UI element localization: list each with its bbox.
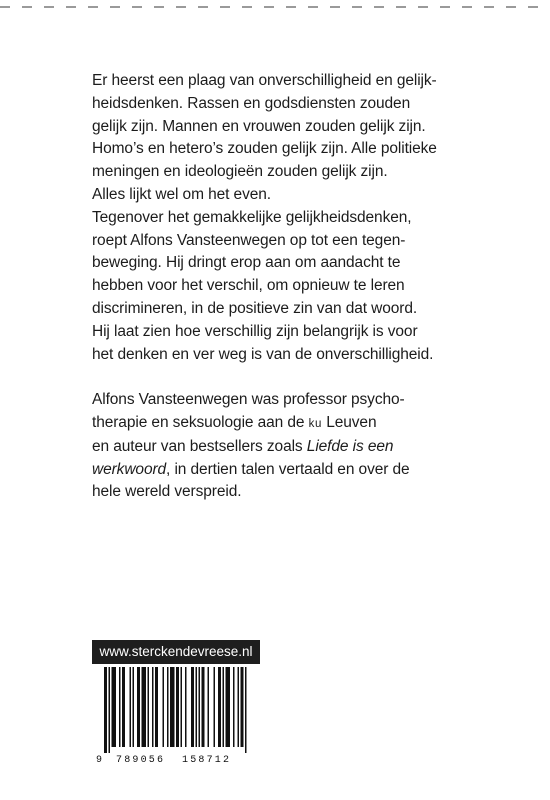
barcode-bar [167,667,169,747]
barcode-bar [104,667,107,753]
barcode-bar [202,667,205,747]
barcode-bar [199,667,201,747]
book-title: Liefde is een [306,437,394,455]
blurb-line: het denken en ver weg is van de onverschilligheid. [92,345,434,363]
barcode-bar [176,667,179,747]
bio-line: therapie en seksuologie aan de [92,413,309,431]
barcode-graphic [94,667,256,765]
blurb-line: beweging. Hij dringt erop aan om aandacht te [92,254,401,272]
blurb-paragraph [92,70,472,366]
blurb-line: Tegenover het gemakkelijke gelijkheidsdenken, [92,208,412,226]
barcode-bar [152,667,154,747]
barcode-bar [163,667,165,747]
bio-line: , in dertien talen vertaald en over de [166,460,410,478]
bio-line: hele wereld verspreid. [92,483,242,501]
blurb-line: roept Alfons Vansteenwegen op tot een tegen- [92,231,406,249]
author-bio [92,389,472,504]
barcode-bar [208,667,210,747]
barcode-bar [133,667,135,747]
blurb-line: gelijk zijn. Mannen en vrouwen zouden gelijk zijn. [92,117,426,135]
barcode-bar [241,667,244,747]
isbn-barcode [94,667,256,765]
barcode-bar [185,667,187,747]
barcode-bar [119,667,121,747]
blurb-line: Hij laat zien hoe verschillig zijn belangrijk is voor [92,322,418,340]
barcode-bar [112,667,117,747]
barcode-bar [122,667,125,747]
barcode-bar [214,667,216,747]
university-abbreviation: ku [308,417,323,430]
barcode-digit-prefix: 9 [96,755,103,765]
barcode-bar [223,667,225,747]
blurb-line: heidsdenken. Rassen en godsdiensten zouden [92,94,411,112]
blurb-line: meningen en ideologieën zouden gelijk zijn. [92,163,388,181]
dashed-border [0,6,550,8]
barcode-bar [148,667,150,747]
publisher-url: www.sterckendevreese.nl [92,640,260,664]
barcode-bar [226,667,231,747]
back-cover-text [92,70,472,504]
bio-line: Leuven [322,413,377,431]
barcode-bar [130,667,132,747]
barcode-bar [233,667,235,747]
barcode-digits-left: 789056 [116,755,166,765]
bio-line: Alfons Vansteenwegen was professor psycho- [92,391,405,409]
barcode-bar [155,667,158,747]
barcode-bar [196,667,198,747]
barcode-bar [238,667,240,747]
blurb-line: discrimineren, in de positieve zin van dat woord. [92,299,418,317]
barcode-bar [137,667,140,747]
blurb-line: Er heerst een plaag van onverschilligheid en gelijk- [92,72,437,89]
book-title: werkwoord [92,460,167,478]
blurb-line: hebben voor het verschil, om opnieuw te leren [92,277,405,295]
barcode-bar [218,667,221,747]
barcode-bar [245,667,247,753]
barcode-bar [109,667,111,753]
barcode-digits-right: 158712 [182,755,232,765]
blurb-line: Homo’s en hetero’s zouden gelijk zijn. Alle politieke [92,140,437,158]
barcode-bar [181,667,183,747]
blurb-line: Alles lijkt wel om het even. [92,185,271,203]
barcode-bar [142,667,147,747]
barcode-bar [191,667,194,747]
barcode-bar [170,667,175,747]
bio-line: en auteur van bestsellers zoals [92,437,307,455]
